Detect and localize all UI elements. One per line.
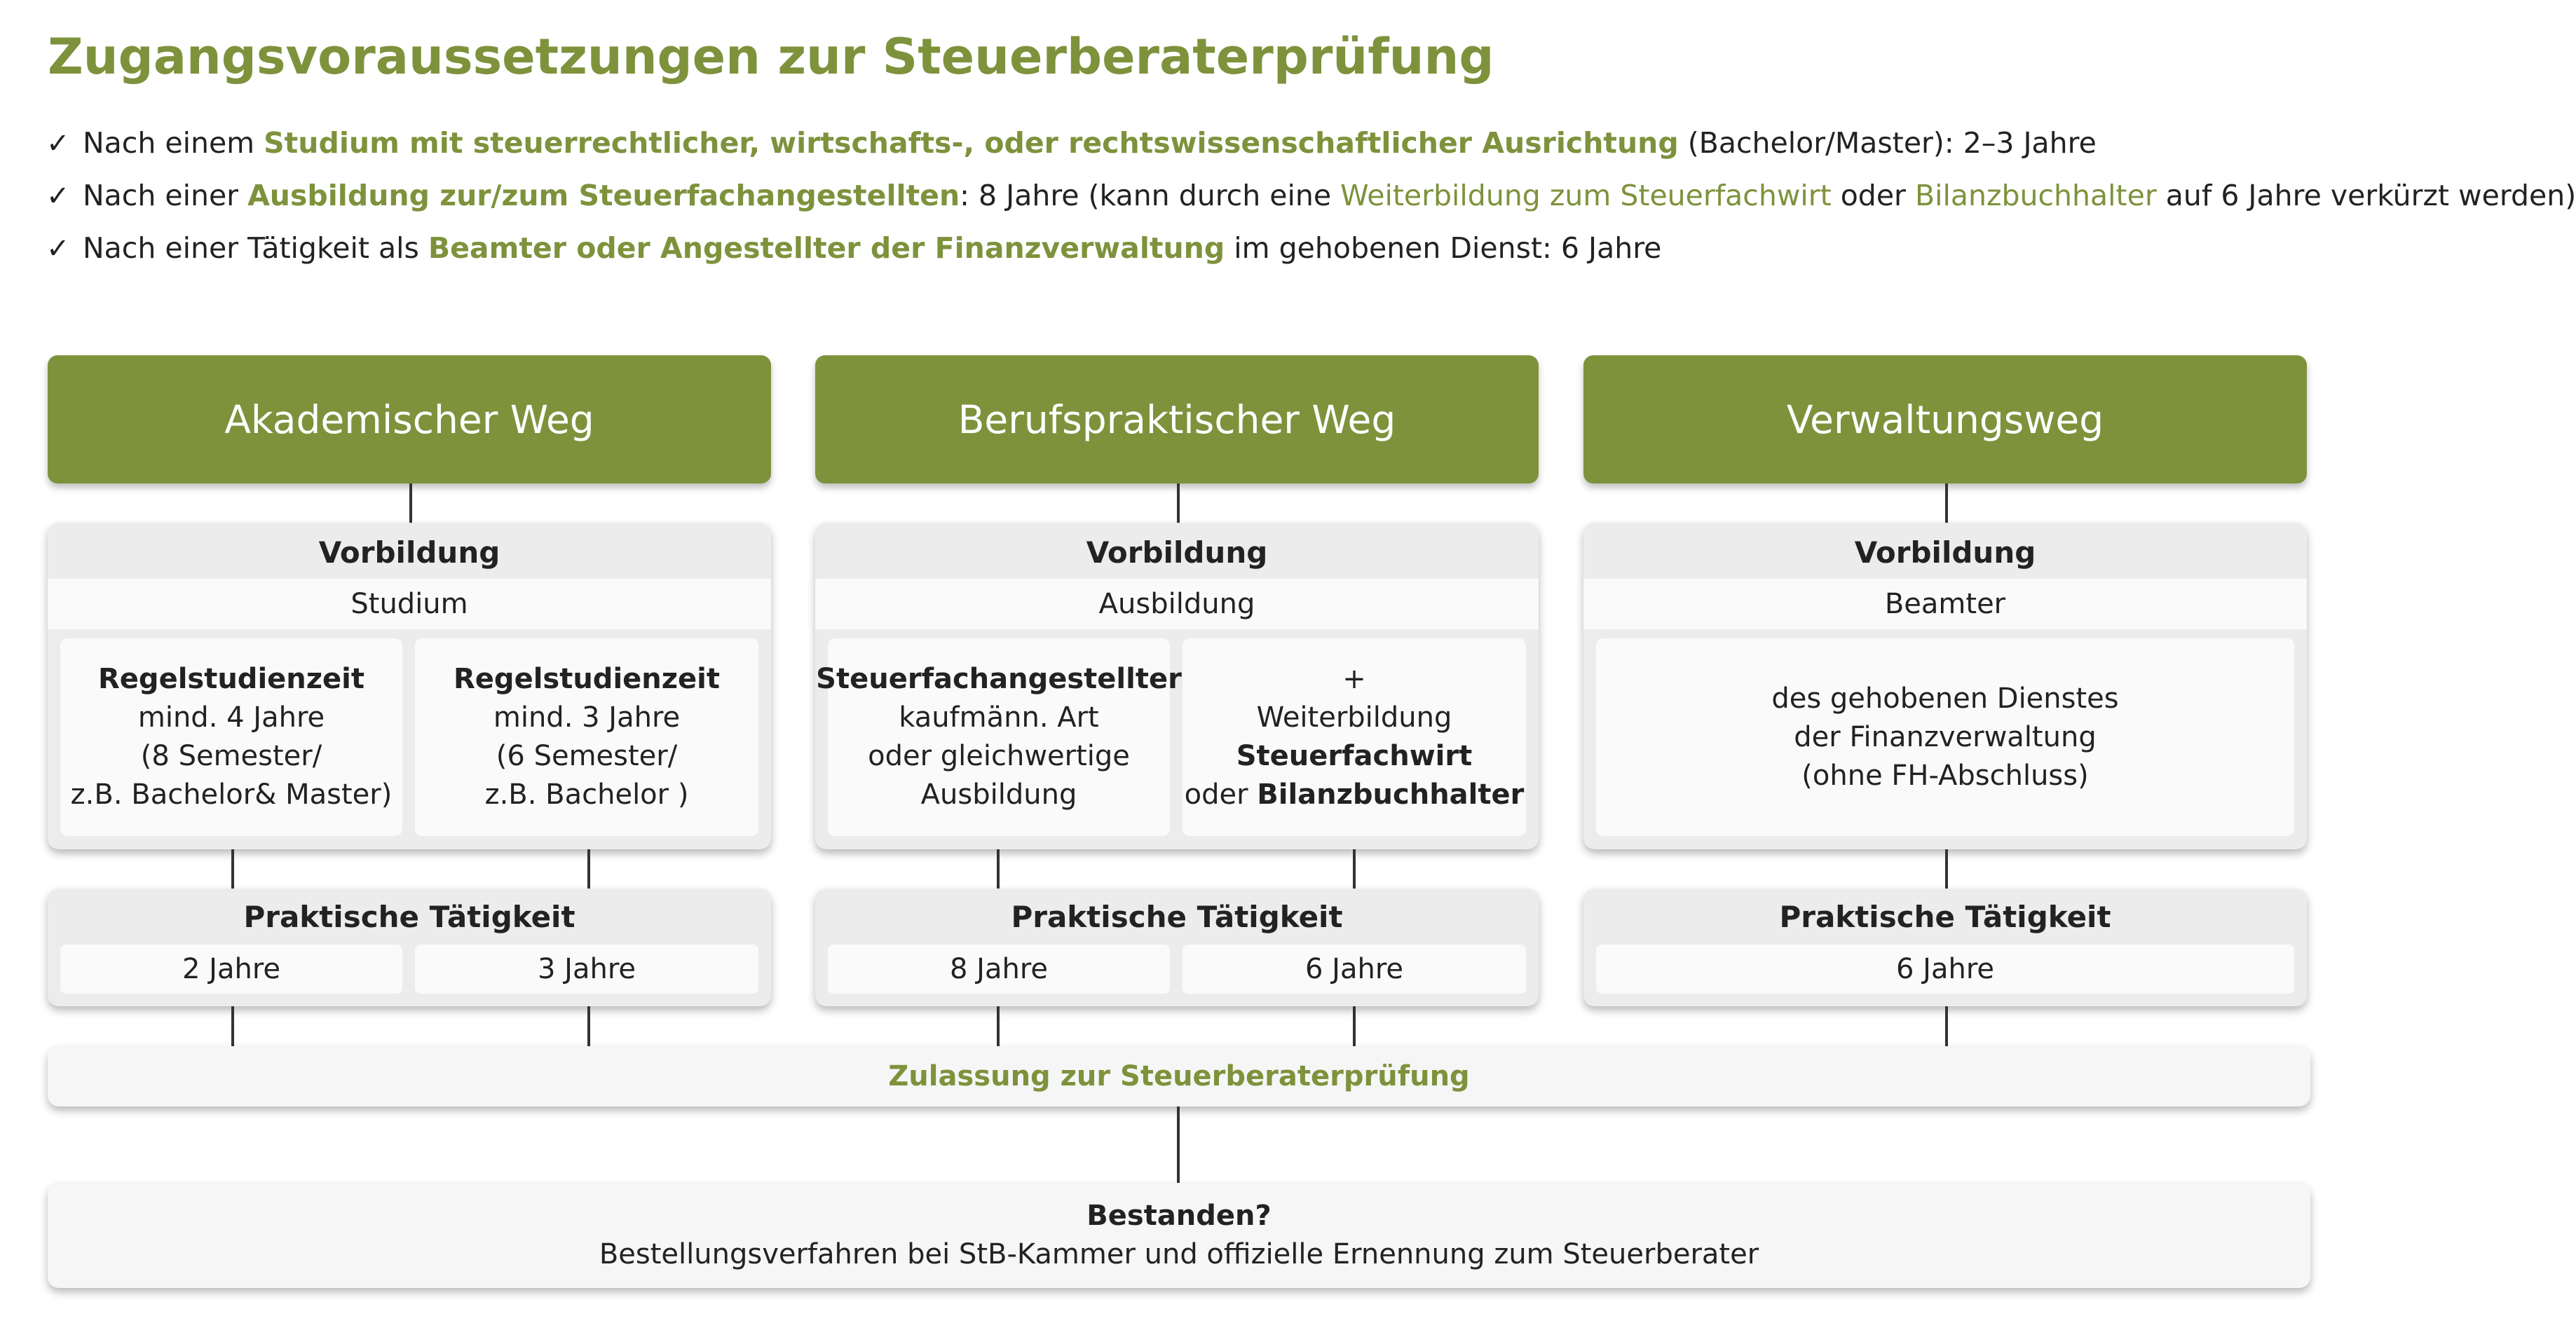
years-value: 3 Jahre xyxy=(415,945,758,994)
connector-line xyxy=(997,849,1000,889)
zulassung-bar: Zulassung zur Steuerberaterprüfung xyxy=(48,1046,2310,1106)
vorbildung-type: Beamter xyxy=(1583,579,2307,629)
cell-line: oder gleichwertige xyxy=(868,740,1130,772)
bullet-studium xyxy=(46,126,2097,160)
bullet-highlight: Ausbildung zur/zum Steuerfachangestellten xyxy=(247,179,960,212)
vorbildung-label: Vorbildung xyxy=(1854,535,2036,570)
cell-line xyxy=(1185,776,1525,814)
connector-line xyxy=(409,484,412,523)
connector-line xyxy=(1177,484,1180,523)
cell-title: Steuerfachangestellter xyxy=(816,663,1182,695)
cell-line: mind. 4 Jahre xyxy=(137,701,325,734)
cell-line: (ohne FH-Abschluss) xyxy=(1801,759,2089,792)
connector-line xyxy=(587,1006,590,1046)
cell-line: des gehobenen Dienstes xyxy=(1771,682,2119,715)
connector-line xyxy=(1945,849,1948,889)
praxis-panel-berufspraktisch xyxy=(815,889,1539,1006)
years-value: 2 Jahre xyxy=(60,945,402,994)
bullet-highlight-light: Weiterbildung zum Steuerfachwirt xyxy=(1340,179,1832,212)
cell-bold: Bilanzbuchhalter xyxy=(1257,779,1525,811)
header-verwaltungsweg: Verwaltungsweg xyxy=(1583,355,2307,484)
praxis-panel-akademisch xyxy=(48,889,771,1006)
vorbildung-label: Vorbildung xyxy=(318,535,500,570)
check-icon: ✓ xyxy=(46,180,70,212)
vorbildung-cell xyxy=(816,638,1182,836)
praxis-label: Praktische Tätigkeit xyxy=(243,900,575,934)
plus-sign: + xyxy=(1342,663,1366,695)
vorbildung-type: Studium xyxy=(48,579,771,629)
cell-line: der Finanzverwaltung xyxy=(1794,720,2097,753)
header-akademischer-weg: Akademischer Weg xyxy=(48,355,771,484)
connector-line xyxy=(1353,849,1356,889)
page-title: Zugangsvoraussetzungen zur Steuerberaterprüfung xyxy=(48,28,1494,85)
connector-line xyxy=(1353,1006,1356,1046)
cell-text: oder xyxy=(1184,779,1258,811)
vorbildung-cell xyxy=(1596,638,2294,836)
connector-line xyxy=(1945,1006,1948,1046)
connector-line xyxy=(231,1006,234,1046)
connector-line xyxy=(997,1006,1000,1046)
vorbildung-cell xyxy=(415,638,758,836)
bullet-ausbildung xyxy=(46,179,2576,212)
vorbildung-panel-berufspraktisch xyxy=(815,523,1539,849)
vorbildung-panel-akademisch xyxy=(48,523,771,849)
cell-line: Weiterbildung xyxy=(1256,701,1452,734)
praxis-panel-verwaltung xyxy=(1583,889,2307,1006)
bestanden-text: Bestellungsverfahren bei StB-Kammer und offizielle Ernennung zum Steuerberater xyxy=(599,1238,1759,1270)
check-icon: ✓ xyxy=(46,233,70,265)
header-berufspraktischer-weg: Berufspraktischer Weg xyxy=(815,355,1539,484)
bullet-text: im gehobenen Dienst: 6 Jahre xyxy=(1225,231,1662,265)
connector-line xyxy=(1177,1106,1180,1183)
bullet-text: Nach einem xyxy=(83,126,264,160)
vorbildung-cell xyxy=(60,638,402,836)
bullet-text: oder xyxy=(1831,179,1915,212)
cell-line: (8 Semester/ xyxy=(140,740,322,772)
years-value: 6 Jahre xyxy=(1596,945,2294,994)
years-value: 6 Jahre xyxy=(1183,945,1526,994)
cell-line: z.B. Bachelor ) xyxy=(484,779,689,811)
bullet-text: auf 6 Jahre verkürzt werden) xyxy=(2156,179,2576,212)
vorbildung-type: Ausbildung xyxy=(815,579,1539,629)
bullet-text: : 8 Jahre (kann durch eine xyxy=(960,179,1341,212)
vorbildung-cell xyxy=(1183,638,1526,836)
bestanden-box xyxy=(48,1183,2310,1288)
connector-line xyxy=(587,849,590,889)
bullet-highlight: Studium mit steuerrechtlicher, wirtschafts-, oder rechtswissenschaftlicher Ausrichtung xyxy=(264,126,1679,160)
cell-title: Regelstudienzeit xyxy=(454,663,720,695)
vorbildung-panel-verwaltung xyxy=(1583,523,2307,849)
bullet-verwaltung xyxy=(46,231,1661,265)
cell-title: Regelstudienzeit xyxy=(98,663,364,695)
connector-line xyxy=(1945,484,1948,523)
bestanden-title: Bestanden? xyxy=(1086,1200,1272,1232)
cell-line: mind. 3 Jahre xyxy=(493,701,681,734)
bullet-highlight: Beamter oder Angestellter der Finanzverwaltung xyxy=(428,231,1225,265)
cell-line: z.B. Bachelor& Master) xyxy=(70,779,393,811)
bullet-highlight-light: Bilanzbuchhalter xyxy=(1914,179,2157,212)
vorbildung-label: Vorbildung xyxy=(1086,535,1268,570)
praxis-label: Praktische Tätigkeit xyxy=(1779,900,2111,934)
bullet-text: (Bachelor/Master): 2–3 Jahre xyxy=(1678,126,2097,160)
cell-bold: Steuerfachwirt xyxy=(1236,740,1473,772)
years-value: 8 Jahre xyxy=(828,945,1170,994)
cell-line: (6 Semester/ xyxy=(496,740,678,772)
praxis-label: Praktische Tätigkeit xyxy=(1011,900,1343,934)
connector-line xyxy=(231,849,234,889)
cell-line: kaufmänn. Art xyxy=(899,701,1099,734)
cell-line: Ausbildung xyxy=(920,779,1077,811)
bullet-text: Nach einer Tätigkeit als xyxy=(83,231,428,265)
check-icon: ✓ xyxy=(46,128,70,160)
bullet-text: Nach einer xyxy=(83,179,248,212)
